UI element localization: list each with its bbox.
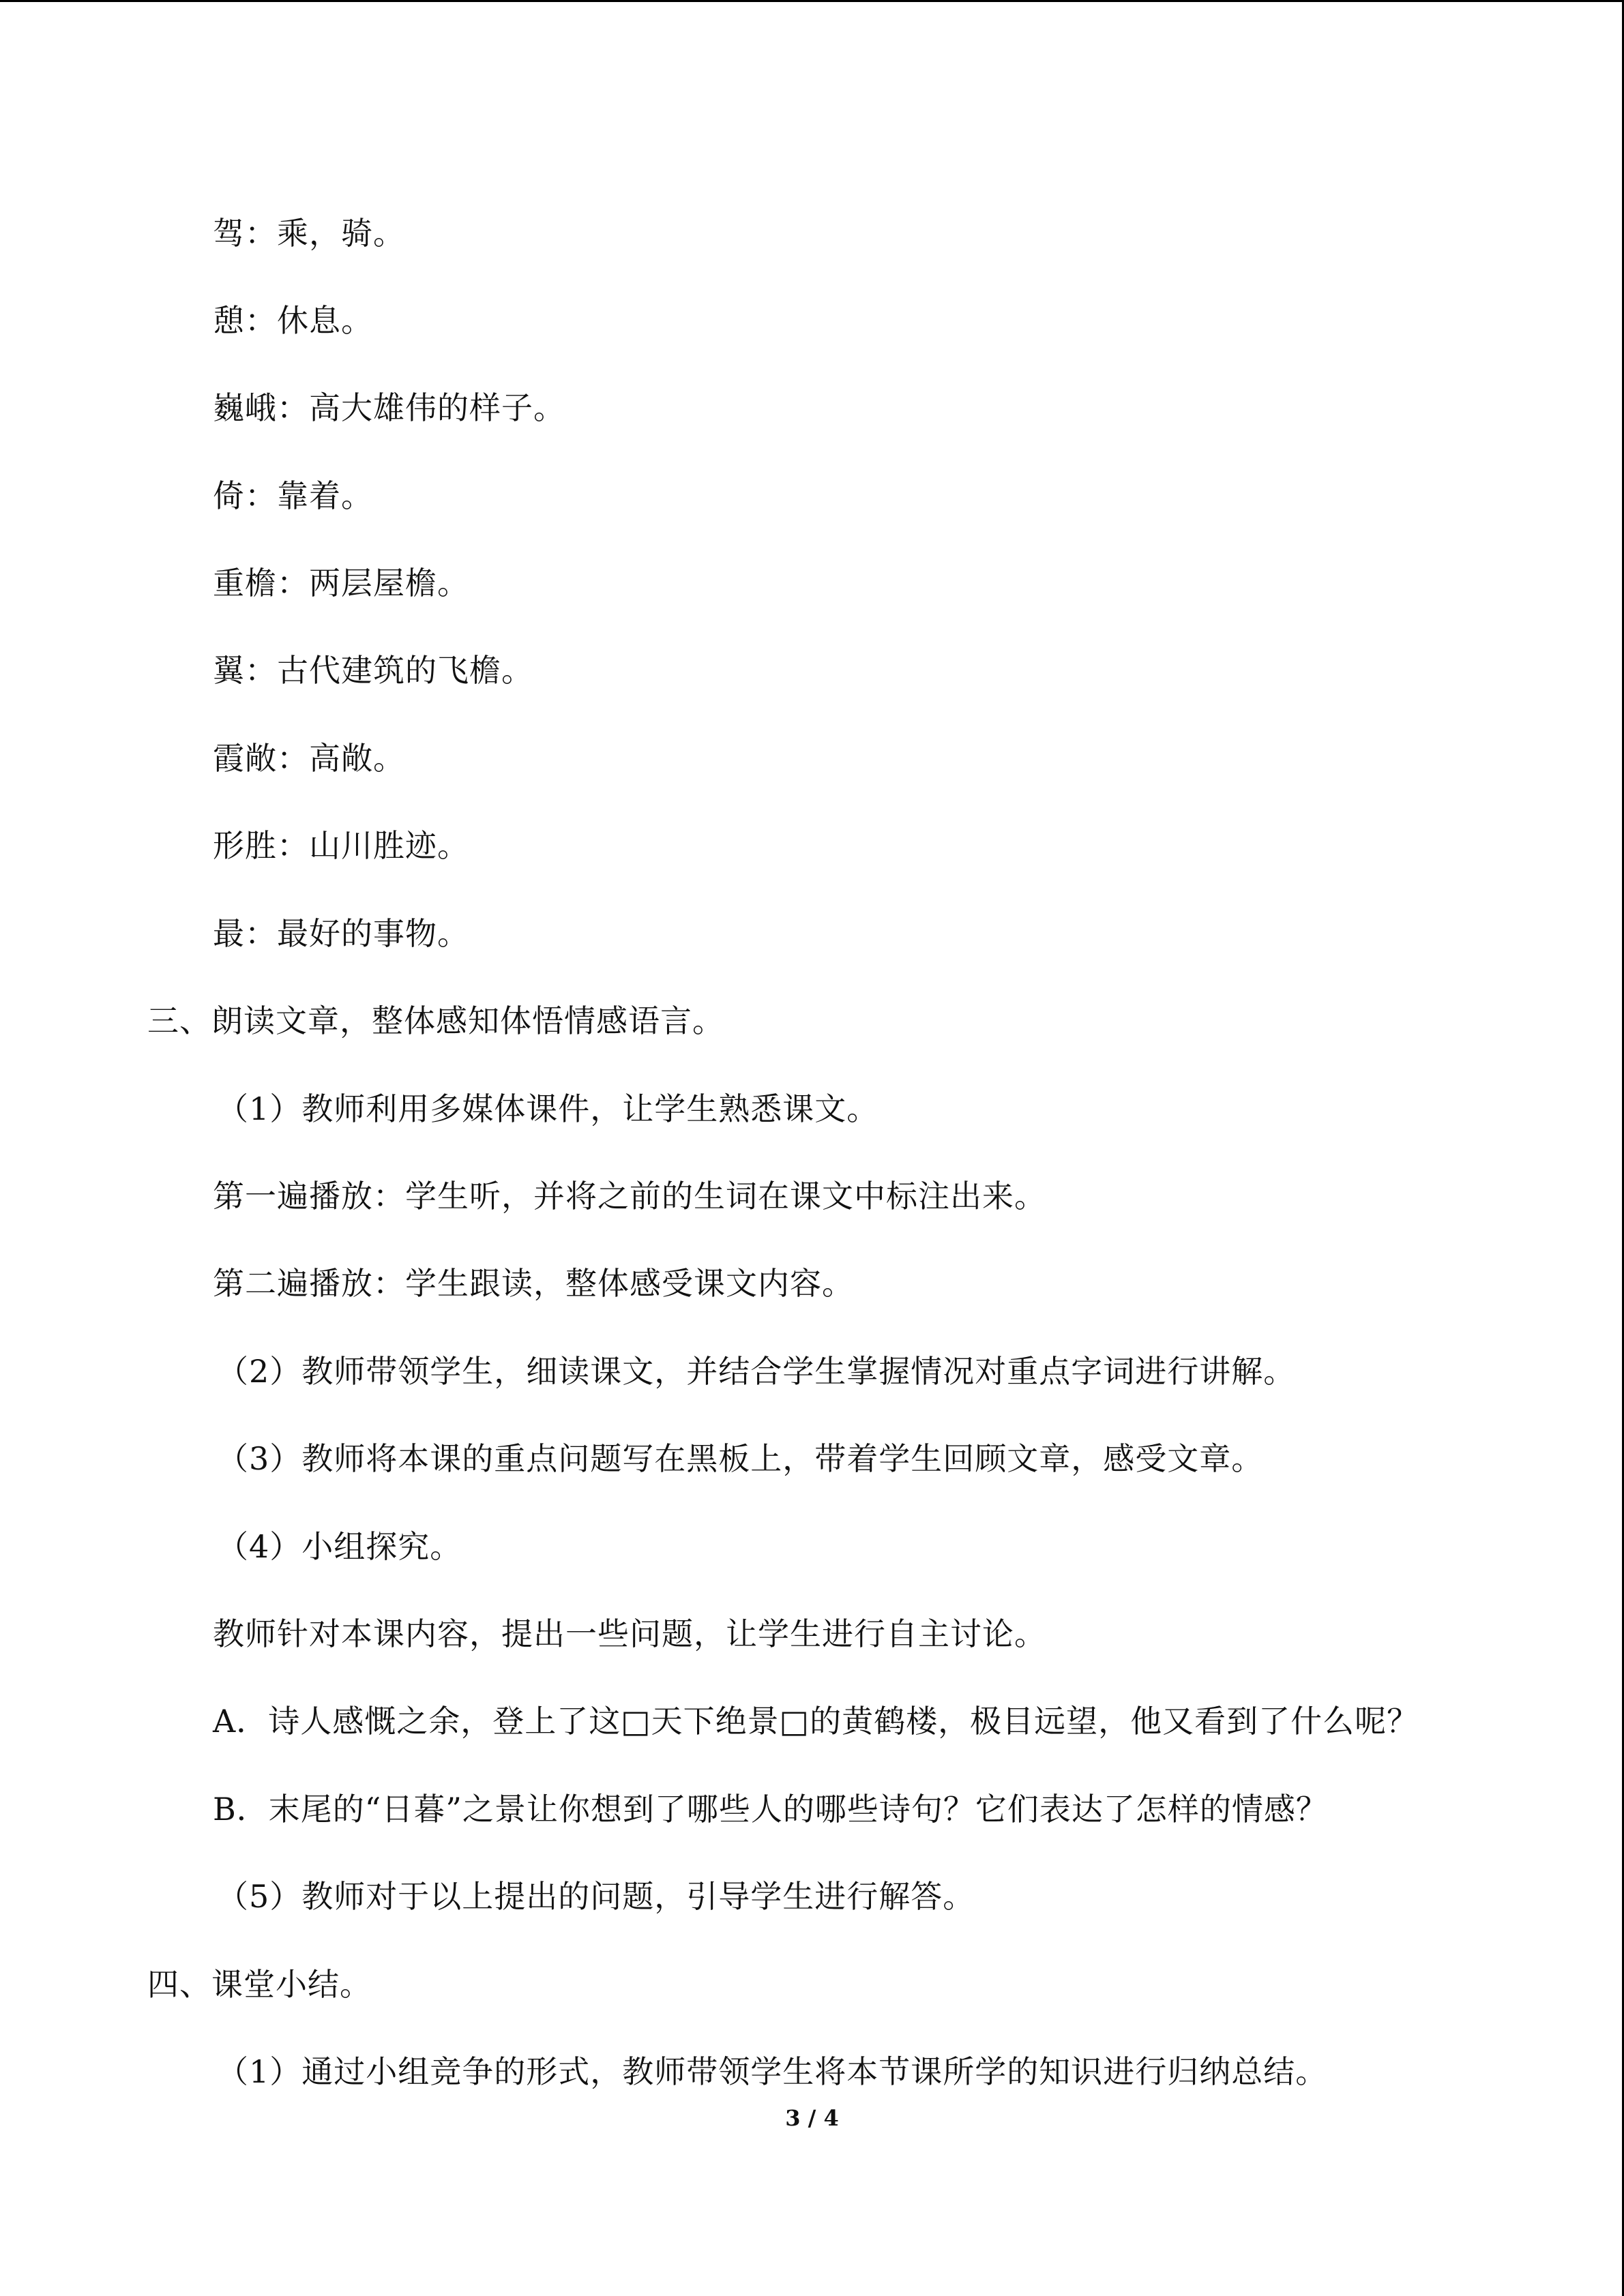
page-number: 3 / 4	[785, 2105, 839, 2131]
definition-weie: 巍峨：高大雄伟的样子。	[213, 389, 565, 426]
definition-yi-lean: 倚：靠着。	[213, 477, 373, 514]
discussion-intro: 教师针对本课内容，提出一些问题，让学生进行自主讨论。	[213, 1615, 1046, 1652]
question-b: B．末尾的“日暮”之景让你想到了哪些人的哪些诗句？它们表达了怎样的情感？	[213, 1791, 1328, 1828]
definition-qi: 憩：休息。	[213, 302, 373, 339]
summary-step-1: （1）通过小组竞争的形式，教师带领学生将本节课所学的知识进行归纳总结。	[217, 2053, 1328, 2090]
first-playback: 第一遍播放：学生听，并将之前的生词在课文中标注出来。	[213, 1178, 1046, 1214]
definition-zui: 最：最好的事物。	[213, 915, 469, 952]
definition-chongyan: 重檐：两层屋檐。	[213, 565, 469, 601]
section-heading-3: 三、朗读文章，整体感知体悟情感语言。	[147, 1002, 724, 1039]
step-2: （2）教师带领学生，细读课文，并结合学生掌握情况对重点字词进行讲解。	[217, 1353, 1296, 1390]
definition-xiachang: 霞敞：高敞。	[213, 740, 405, 777]
definition-jia: 驾：乘，骑。	[213, 215, 405, 252]
step-1: （1）教师利用多媒体课件，让学生熟悉课文。	[217, 1090, 879, 1127]
page-top-border	[0, 0, 1624, 2]
second-playback: 第二遍播放：学生跟读，整体感受课文内容。	[213, 1265, 854, 1302]
question-a: A．诗人感慨之余，登上了这□天下绝景□的黄鹤楼，极目远望，他又看到了什么呢？	[213, 1703, 1419, 1740]
section-heading-4: 四、课堂小结。	[147, 1966, 372, 2003]
step-3: （3）教师将本课的重点问题写在黑板上，带着学生回顾文章，感受文章。	[217, 1440, 1264, 1477]
definition-yi-wing: 翼：古代建筑的飞檐。	[213, 652, 533, 689]
step-5: （5）教师对于以上提出的问题，引导学生进行解答。	[217, 1878, 975, 1915]
definition-xingsheng: 形胜：山川胜迹。	[213, 827, 469, 864]
step-4: （4）小组探究。	[217, 1528, 462, 1565]
